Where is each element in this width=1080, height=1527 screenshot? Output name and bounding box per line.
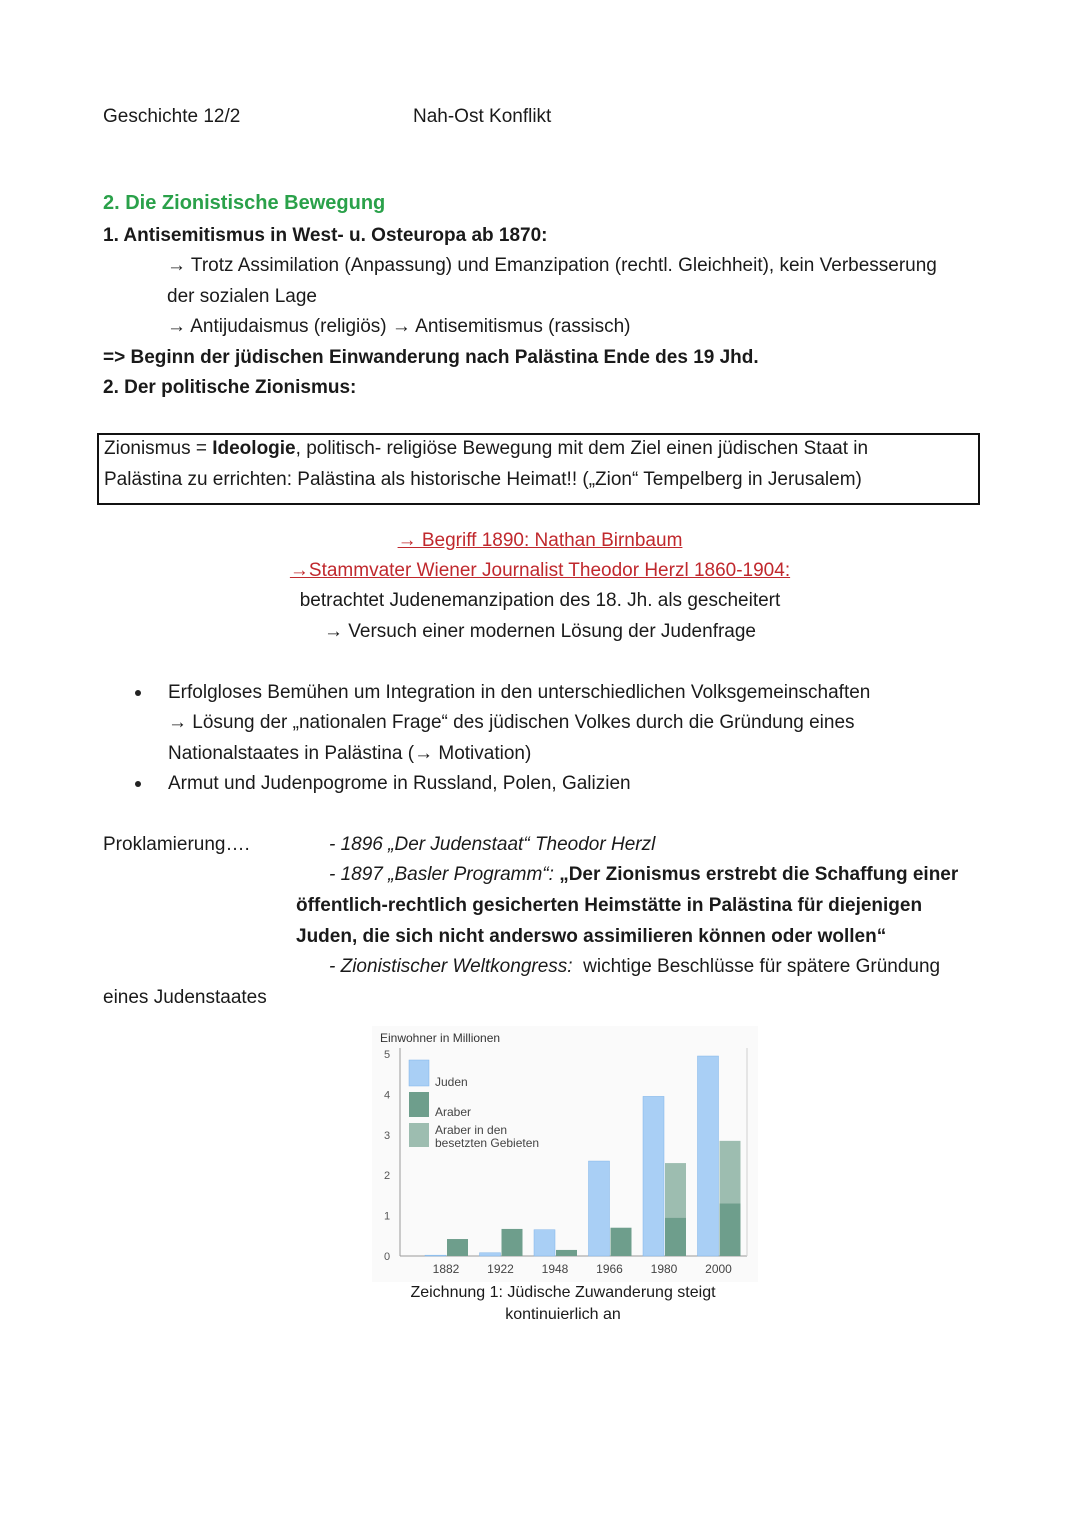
bullet1-line1: Erfolgloses Bemühen um Integration in den unterschiedlichen Volksgemeinschaften <box>168 682 871 703</box>
definition-line1-rest: , politisch- religiöse Bewegung mit dem Ziel einen jüdischen Staat in <box>295 438 869 459</box>
legend-swatch-juden <box>409 1060 429 1086</box>
definition-line1 <box>104 438 868 460</box>
chart-svg <box>372 1026 758 1282</box>
chart-bar-juden <box>480 1253 501 1256</box>
chart-ytick-label: 0 <box>384 1251 391 1263</box>
origins-link1-row <box>0 530 1080 552</box>
proclamation-item3 <box>329 956 940 978</box>
chart-bar-araber <box>502 1229 523 1256</box>
chart-bar-juden <box>534 1230 555 1256</box>
definition-term: Ideologie <box>212 438 296 459</box>
chart-bar-araber <box>665 1218 686 1256</box>
bullet1-line3: Nationalstaates in Palästina (→ Motivation) <box>168 743 532 764</box>
chart-bar-juden <box>425 1255 446 1256</box>
bullet2-line: Armut und Judenpogrome in Russland, Polen, Galizien <box>168 773 631 794</box>
part1-line2: der sozialen Lage <box>167 286 317 307</box>
origins-link1[interactable]: → Begriff 1890: Nathan Birnbaum <box>397 530 683 551</box>
chart-bar-araber <box>720 1203 741 1256</box>
legend-label-araber: Araber <box>435 1105 472 1119</box>
chart-xtick-label: 1980 <box>650 1262 678 1276</box>
population-chart <box>372 1026 758 1282</box>
legend-swatch-araber <box>409 1092 429 1117</box>
chart-ytick-label: 1 <box>384 1210 391 1223</box>
section-title: 2. Die Zionistische Bewegung <box>103 192 386 214</box>
legend-label-besetzt-2: besetzten Gebieten <box>435 1136 540 1150</box>
proclamation-item2-bold: „Der Zionismus erstrebt die Schaffung einer <box>559 864 959 885</box>
chart-ylabel: Einwohner in Millionen <box>380 1031 501 1045</box>
origins-link2-row <box>0 560 1080 582</box>
bullet-dot-2 <box>135 781 141 787</box>
chart-ytick-label: 3 <box>384 1129 391 1142</box>
proclamation-item2 <box>329 864 958 886</box>
proclamation-item2-line2: öffentlich-rechtlich gesicherten Heimstätte in Palästina für diejenigen <box>296 895 923 916</box>
proclamation-label: Proklamierung…. <box>103 834 250 855</box>
definition-prefix: Zionismus = <box>104 438 213 459</box>
origins-line3: betrachtet Judenemanzipation des 18. Jh. als gescheitert <box>299 590 781 611</box>
chart-caption-line2: kontinuierlich an <box>505 1306 621 1323</box>
part1-conclusion: => Beginn der jüdischen Einwanderung nach Palästina Ende des 19 Jhd. <box>103 347 759 368</box>
definition-line2: Palästina zu errichten: Palästina als historische Heimat!! („Zion“ Tempelberg in Jerusalem) <box>104 469 862 490</box>
chart-bar-araber-besetzt <box>720 1141 741 1204</box>
chart-bar-araber <box>447 1239 468 1256</box>
proclamation-item2-line3: Juden, die sich nicht anderswo assimilieren können oder wollen“ <box>296 926 887 947</box>
proclamation-item3-italic: - Zionistischer Weltkongress: <box>329 956 573 977</box>
chart-xtick-label: 2000 <box>705 1262 732 1276</box>
part2-heading: 2. Der politische Zionismus: <box>103 377 357 398</box>
chart-xtick-label: 1922 <box>487 1262 514 1276</box>
header-subject: Geschichte 12/2 <box>103 106 241 127</box>
origins-line4: → Versuch einer modernen Lösung der Judenfrage <box>324 621 756 642</box>
part1-line1: → Trotz Assimilation (Anpassung) und Emanzipation (rechtl. Gleichheit), kein Verbesserung <box>167 255 937 276</box>
chart-ytick-label: 5 <box>384 1049 391 1061</box>
chart-caption-line1: Zeichnung 1: Jüdische Zuwanderung steigt <box>410 1284 716 1301</box>
chart-xtick-label: 1966 <box>596 1262 623 1276</box>
chart-xtick-label: 1948 <box>541 1262 569 1276</box>
chart-bar-araber <box>556 1250 577 1256</box>
legend-label-besetzt-1: Araber in den <box>435 1123 508 1137</box>
chart-bar-araber <box>611 1228 632 1256</box>
proclamation-item1: - 1896 „Der Judenstaat“ Theodor Herzl <box>329 834 656 855</box>
bullet1-line2: → Lösung der „nationalen Frage“ des jüdischen Volkes durch die Gründung eines <box>168 712 855 733</box>
chart-xtick-label: 1882 <box>432 1262 460 1276</box>
proclamation-item3-rest: wichtige Beschlüsse für spätere Gründung <box>572 956 941 977</box>
chart-ytick-label: 2 <box>384 1170 391 1183</box>
bullet-dot-1 <box>135 690 141 696</box>
chart-bar-juden <box>643 1096 664 1256</box>
origins-link2[interactable]: →Stammvater Wiener Journalist Theodor Herzl 1860-1904: <box>289 560 791 581</box>
part1-line3: → Antijudaismus (religiös) → Antisemitismus (rassisch) <box>167 316 631 337</box>
chart-ytick-label: 4 <box>384 1089 391 1102</box>
chart-bar-juden <box>698 1056 719 1256</box>
proclamation-item2-italic: - 1897 „Basler Programm“: <box>329 864 560 885</box>
chart-bar-juden <box>589 1161 610 1256</box>
chart-bar-araber-besetzt <box>665 1163 686 1218</box>
legend-label-juden: Juden <box>435 1075 468 1089</box>
proclamation-continuation: eines Judenstaates <box>103 987 267 1008</box>
header-topic: Nah-Ost Konflikt <box>413 106 552 127</box>
part1-heading: 1. Antisemitismus in West- u. Osteuropa ab 1870: <box>103 225 548 246</box>
legend-swatch-besetzt <box>409 1123 429 1147</box>
